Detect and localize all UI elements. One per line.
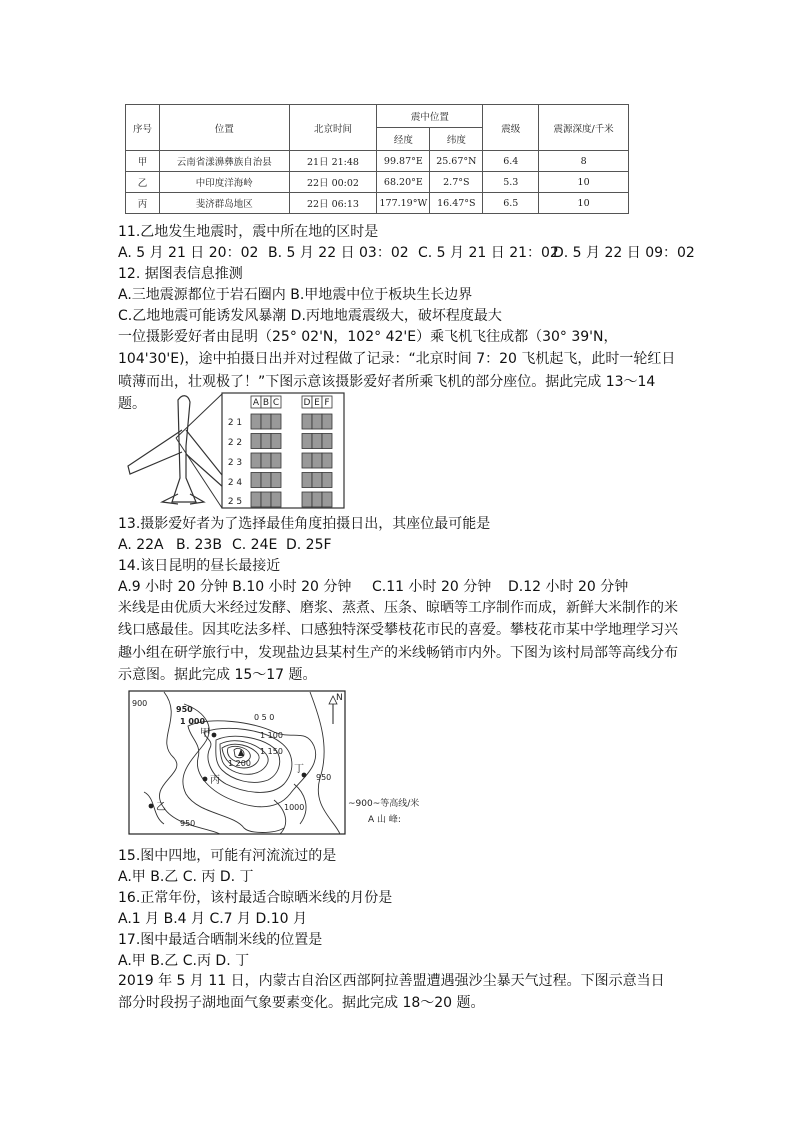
seat-letter-a: A xyxy=(252,398,260,408)
seat-map-frame xyxy=(222,393,344,508)
seat xyxy=(322,414,332,429)
q17-stem: 17.图中最适合晒制米线的位置是 xyxy=(118,932,323,948)
zoom-line xyxy=(176,394,222,438)
seat xyxy=(251,434,261,449)
airplane-icon xyxy=(128,396,226,504)
seat-row-label: 2 3 xyxy=(227,458,243,468)
q14-stem: 14.该日昆明的昼长最接近 xyxy=(118,558,281,574)
cell-lat: 2.7°S xyxy=(430,172,483,193)
q11-option-b: B. 5 月 22 日 03：02 xyxy=(268,245,409,261)
q11-option-d: D. 5 月 22 日 09：02 xyxy=(553,245,695,261)
seat xyxy=(251,473,261,488)
contour-map-figure xyxy=(124,688,446,838)
header-lon: 经度 xyxy=(377,128,430,151)
q15-stem: 15.图中四地，可能有河流流过的是 xyxy=(118,848,337,864)
cell-mag: 6.5 xyxy=(483,193,539,214)
q17-options: A.甲 B.乙 C.丙 D. 丁 xyxy=(118,953,250,969)
seat xyxy=(261,414,271,429)
seat-letter-f: F xyxy=(324,398,330,408)
q13-option-d: D. 25F xyxy=(286,537,332,553)
seat xyxy=(251,453,261,468)
table-row xyxy=(126,172,629,193)
cell-location: 中印度洋海岭 xyxy=(159,172,289,193)
seat xyxy=(322,434,332,449)
seat-row-label: 2 1 xyxy=(227,418,243,428)
table-row xyxy=(126,151,629,172)
q14-option-c: C.11 小时 20 分钟 xyxy=(372,579,492,595)
cell-depth: 10 xyxy=(539,193,629,214)
place-label-ding: 丁 xyxy=(294,764,304,775)
q12-stem: 12. 据图表信息推测 xyxy=(118,266,243,282)
seat-letter-e: E xyxy=(314,398,320,408)
seat xyxy=(322,453,332,468)
header-seq: 序号 xyxy=(126,105,160,151)
seat xyxy=(271,434,281,449)
cell-seq: 甲 xyxy=(126,151,160,172)
cell-depth: 10 xyxy=(539,172,629,193)
seat-letter-b: B xyxy=(262,398,270,408)
place-label-yi: 乙 xyxy=(156,802,166,813)
seat xyxy=(251,492,261,507)
seat xyxy=(271,453,281,468)
cell-time: 22日 06:13 xyxy=(289,193,377,214)
legend-contour: ~900~等高线/米 xyxy=(348,799,420,809)
header-lat: 纬度 xyxy=(430,128,483,151)
q12-options-line2: C.乙地地震可能诱发风暴潮 D.丙地地震震级大，破坏程度最大 xyxy=(118,308,502,324)
cell-depth: 8 xyxy=(539,151,629,172)
place-dot-bing xyxy=(203,777,208,782)
seat xyxy=(251,414,261,429)
contour-label: 1 150 xyxy=(260,747,283,756)
seat-letter-c: C xyxy=(272,398,280,408)
cell-lat: 25.67°N xyxy=(430,151,483,172)
q13-option-b: B. 23B xyxy=(176,537,222,553)
place-label-jia: 甲 xyxy=(200,728,210,739)
intro-13-14: 一位摄影爱好者由昆明（25° 02'N，102° 42'E）乘飞机飞往成都（30° 39'N，104'30'E)，途中拍摄日出并对过程做了记录：“北京时间 7：20 飞机起飞，此时一轮红日喷薄而出，壮观极了！”下图示意该摄影爱好者所乘飞机的部分座位。据此完成 13～14 题。 xyxy=(118,329,676,413)
seat xyxy=(302,473,312,488)
contour-label: 1 200 xyxy=(228,759,251,768)
seat-letter-d: D xyxy=(303,398,311,408)
seat xyxy=(302,453,312,468)
cell-lat: 16.47°S xyxy=(430,193,483,214)
zoom-line xyxy=(176,438,222,508)
q11-stem: 11.乙地发生地震时，震中所在地的区时是 xyxy=(118,224,379,240)
seat xyxy=(322,492,332,507)
seat xyxy=(312,414,322,429)
q16-stem: 16.正常年份，该村最适合晾晒米线的月份是 xyxy=(118,890,393,906)
cell-lon: 177.19°W xyxy=(377,193,430,214)
seat xyxy=(302,414,312,429)
cell-location: 斐济群岛地区 xyxy=(159,193,289,214)
q11-option-c: C. 5 月 21 日 21：02 xyxy=(418,245,559,261)
cell-location: 云南省漾濞彝族自治县 xyxy=(159,151,289,172)
seat xyxy=(302,434,312,449)
contour-label: 950 xyxy=(180,819,196,828)
intro-18-20: 2019 年 5 月 11 日，内蒙古自治区西部阿拉善盟遭遇强沙尘暴天气过程。下图示意当日部分时段拐子湖地面气象要素变化。据此完成 18～20 题。 xyxy=(118,973,665,1012)
cell-lon: 99.87°E xyxy=(377,151,430,172)
seat-row-label: 2 2 xyxy=(227,438,243,448)
contour-label: 950 xyxy=(176,705,193,714)
seat xyxy=(322,473,332,488)
cell-mag: 5.3 xyxy=(483,172,539,193)
seat xyxy=(271,414,281,429)
q13-stem: 13.摄影爱好者为了选择最佳角度拍摄日出，其座位最可能是 xyxy=(118,516,491,532)
header-location: 位置 xyxy=(159,105,289,151)
seat xyxy=(312,492,322,507)
earthquake-table xyxy=(125,104,629,214)
contour-label: 950 xyxy=(316,773,332,782)
q14-option-ab: A.9 小时 20 分钟 B.10 小时 20 分钟 xyxy=(118,579,352,595)
q15-options: A.甲 B.乙 C. 丙 D. 丁 xyxy=(118,869,254,885)
seat xyxy=(312,434,322,449)
header-epicenter: 震中位置 xyxy=(377,105,483,128)
contour-label: 1 000 xyxy=(180,717,206,726)
contour-label: 0 5 0 xyxy=(254,713,275,722)
seat xyxy=(302,492,312,507)
seat-row-label: 2 4 xyxy=(227,478,243,488)
q14-option-d: D.12 小时 20 分钟 xyxy=(508,579,629,595)
seat xyxy=(261,434,271,449)
north-label: N xyxy=(336,693,343,703)
cell-time: 21日 21:48 xyxy=(289,151,377,172)
seat xyxy=(271,473,281,488)
seat xyxy=(312,453,322,468)
seat xyxy=(261,492,271,507)
table-row xyxy=(126,193,629,214)
header-time: 北京时间 xyxy=(289,105,377,151)
q13-option-c: C. 24E xyxy=(232,537,278,553)
seat xyxy=(312,473,322,488)
cell-lon: 68.20°E xyxy=(377,172,430,193)
place-dot-jia xyxy=(212,733,217,738)
header-magnitude: 震级 xyxy=(483,105,539,151)
place-label-bing: 丙 xyxy=(210,775,220,786)
contour-label: 1000 xyxy=(284,803,305,812)
contour-label: 900 xyxy=(132,699,148,708)
contour-label: 1 100 xyxy=(260,731,283,740)
intro-15-17: 米线是由优质大米经过发酵、磨浆、蒸煮、压条、晾晒等工序制作而成，新鲜大米制作的米线口感最佳。因其吃法多样、口感独特深受攀枝花市民的喜爱。攀枝花市某中学地理学习兴趣小组在研学旅行中，发现盐边县某村生产的米线畅销市内外。下图为该村局部等高线分布示意图。据此完成 15～17 题。 xyxy=(118,600,678,684)
seat-row-label: 2 5 xyxy=(227,497,243,507)
airplane-seat-figure xyxy=(120,390,350,512)
seat xyxy=(271,492,281,507)
q11-option-a: A. 5 月 21 日 20：02 xyxy=(118,245,259,261)
q13-option-a: A. 22A xyxy=(118,537,164,553)
q12-options-line1: A.三地震源都位于岩石圈内 B.甲地震中位于板块生长边界 xyxy=(118,287,473,303)
q16-options: A.1 月 B.4 月 C.7 月 D.10 月 xyxy=(118,911,307,927)
legend-peak: A 山 峰: xyxy=(368,815,401,825)
place-dot-yi xyxy=(149,804,154,809)
header-depth: 震源深度/千米 xyxy=(539,105,629,151)
cell-seq: 丙 xyxy=(126,193,160,214)
cell-time: 22日 00:02 xyxy=(289,172,377,193)
seat xyxy=(261,453,271,468)
cell-mag: 6.4 xyxy=(483,151,539,172)
seat xyxy=(261,473,271,488)
cell-seq: 乙 xyxy=(126,172,160,193)
